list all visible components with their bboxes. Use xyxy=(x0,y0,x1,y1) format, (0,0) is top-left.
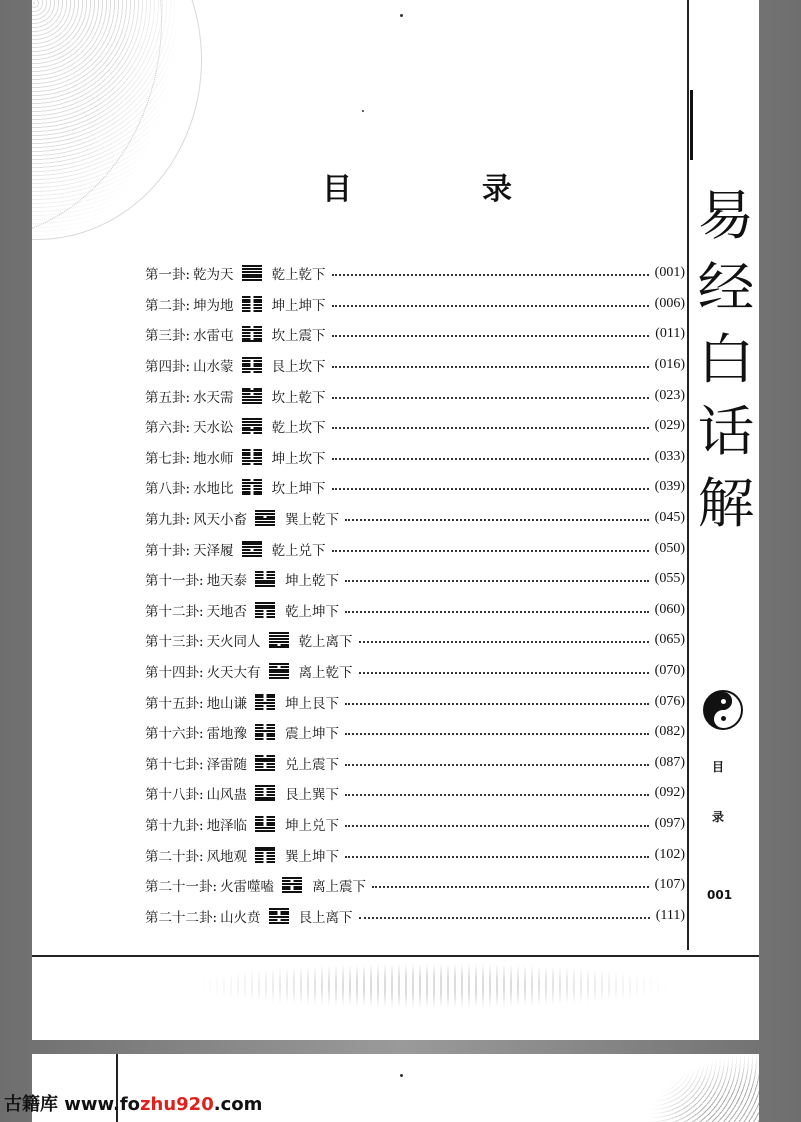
leader-dots xyxy=(345,794,649,796)
page-title xyxy=(322,164,512,208)
toc-entry[interactable] xyxy=(145,717,685,748)
leader-dots xyxy=(345,856,649,858)
entry-trigrams: 艮上巽下 xyxy=(285,787,340,804)
toc-entry[interactable] xyxy=(145,289,685,320)
hexagram-icon xyxy=(242,387,262,405)
entry-name: 火雷噬嗑 xyxy=(220,879,275,896)
page-number: 001 xyxy=(707,888,733,902)
leader-dots xyxy=(332,274,649,276)
hexagram-icon xyxy=(282,876,302,894)
entry-number: 第八卦: xyxy=(145,481,191,498)
entry-page: (033) xyxy=(654,448,685,464)
leader-dots xyxy=(359,641,649,643)
entry-trigrams: 兑上震下 xyxy=(285,756,340,773)
hexagram-icon xyxy=(255,570,275,588)
entry-number: 第一卦: xyxy=(145,267,191,284)
leader-dots xyxy=(359,672,649,674)
entry-number: 第十二卦: xyxy=(145,603,204,620)
entry-page: (055) xyxy=(654,571,685,587)
entry-number: 第六卦: xyxy=(145,420,191,437)
entry-trigrams: 坎上震下 xyxy=(271,328,326,345)
entry-page: (082) xyxy=(654,724,685,740)
entry-number: 第七卦: xyxy=(145,450,191,467)
entry-name: 火天大有 xyxy=(206,665,261,682)
toc-entry[interactable] xyxy=(145,564,685,595)
entry-name: 山火贲 xyxy=(220,909,261,926)
leader-dots xyxy=(372,886,649,888)
entry-number: 第五卦: xyxy=(145,389,191,406)
toc-entry[interactable] xyxy=(145,595,685,626)
entry-name: 水雷屯 xyxy=(193,328,234,345)
entry-number: 第十四卦: xyxy=(145,665,204,682)
entry-trigrams: 巽上乾下 xyxy=(285,512,340,529)
toc-entry[interactable] xyxy=(145,809,685,840)
hexagram-icon xyxy=(242,448,262,466)
entry-name: 泽雷随 xyxy=(206,756,248,773)
entry-name: 天泽履 xyxy=(193,542,234,559)
leader-dots xyxy=(332,488,649,490)
leader-dots xyxy=(332,427,649,429)
entry-trigrams: 离上乾下 xyxy=(298,665,353,682)
entry-number: 第十九卦: xyxy=(145,817,204,834)
entry-name: 地水师 xyxy=(193,450,234,467)
toc-entry[interactable] xyxy=(145,839,685,870)
entry-trigrams: 艮上坎下 xyxy=(271,359,326,376)
entry-number: 第二十卦: xyxy=(145,848,204,865)
toc-entry[interactable] xyxy=(145,472,685,503)
entry-page: (087) xyxy=(654,754,685,770)
book-spine-sidebar xyxy=(682,0,759,1040)
page-stain xyxy=(649,1054,759,1122)
entry-trigrams: 坤上艮下 xyxy=(285,695,340,712)
hexagram-icon xyxy=(255,509,275,527)
entry-name: 风天小畜 xyxy=(193,512,248,529)
footer-rule xyxy=(32,955,759,957)
entry-name: 山风蛊 xyxy=(206,787,248,804)
entry-page: (045) xyxy=(654,510,685,526)
hexagram-icon xyxy=(269,907,289,925)
entry-number: 第二卦: xyxy=(145,297,191,314)
entry-page: (006) xyxy=(654,295,685,311)
leader-dots xyxy=(345,703,649,705)
ink-speck xyxy=(400,14,403,17)
entry-number: 第四卦: xyxy=(145,359,191,376)
toc-entry[interactable] xyxy=(145,748,685,779)
entry-trigrams: 乾上离下 xyxy=(298,634,353,651)
entry-name: 山水蒙 xyxy=(193,359,234,376)
leader-dots xyxy=(345,825,649,827)
entry-name: 地泽临 xyxy=(206,817,248,834)
bleed-through-smudge xyxy=(132,958,732,1013)
watermark-prefix: 古籍库 www.fo xyxy=(4,1094,141,1115)
entry-name: 水天需 xyxy=(193,389,234,406)
book-title-seal-script xyxy=(696,180,756,540)
leader-dots xyxy=(345,611,649,613)
entry-number: 第十三卦: xyxy=(145,634,204,651)
hexagram-icon xyxy=(242,540,262,558)
leader-dots xyxy=(332,397,649,399)
entry-page: (011) xyxy=(655,326,685,342)
sidebar-label-2: 录 xyxy=(712,810,725,824)
entry-name: 地天泰 xyxy=(206,573,248,590)
hexagram-icon xyxy=(255,754,275,772)
entry-trigrams: 巽上坤下 xyxy=(285,848,340,865)
leader-dots xyxy=(345,580,649,582)
entry-number: 第二十一卦: xyxy=(145,879,218,896)
entry-name: 风地观 xyxy=(206,848,248,865)
hexagram-icon xyxy=(242,478,262,496)
sidebar-rule xyxy=(687,0,689,950)
entry-trigrams: 震上坤下 xyxy=(285,726,340,743)
leader-dots xyxy=(332,305,649,307)
entry-page: (023) xyxy=(654,387,685,403)
entry-page: (092) xyxy=(654,785,685,801)
toc-entry[interactable] xyxy=(145,442,685,473)
entry-trigrams: 坎上坤下 xyxy=(271,481,326,498)
hexagram-icon xyxy=(269,631,289,649)
toc-entry[interactable] xyxy=(145,656,685,687)
leader-dots xyxy=(332,458,649,460)
entry-trigrams: 艮上离下 xyxy=(298,909,353,926)
hexagram-icon xyxy=(242,264,262,282)
toc-entry[interactable] xyxy=(145,411,685,442)
leader-dots xyxy=(332,550,649,552)
book-title-char: 解 xyxy=(697,472,755,535)
entry-trigrams: 坤上坎下 xyxy=(271,450,326,467)
hexagram-icon xyxy=(255,846,275,864)
entry-page: (065) xyxy=(654,632,685,648)
toc-entry[interactable] xyxy=(145,870,685,901)
entry-trigrams: 乾上坎下 xyxy=(271,420,326,437)
entry-trigrams: 乾上兑下 xyxy=(271,542,326,559)
entry-page: (111) xyxy=(655,907,685,923)
leader-dots xyxy=(345,764,649,766)
toc-entry[interactable] xyxy=(145,900,685,931)
sidebar-label-1: 目 xyxy=(712,760,725,774)
entry-trigrams: 乾上乾下 xyxy=(271,267,326,284)
entry-name: 天水讼 xyxy=(193,420,234,437)
toc-entry[interactable] xyxy=(145,625,685,656)
leader-dots xyxy=(332,335,650,337)
entry-number: 第十五卦: xyxy=(145,695,204,712)
book-title-char: 经 xyxy=(697,256,755,319)
entry-page: (016) xyxy=(654,357,685,373)
yin-yang-icon xyxy=(703,690,743,730)
entry-number: 第十八卦: xyxy=(145,787,204,804)
entry-trigrams: 坎上乾下 xyxy=(271,389,326,406)
entry-page: (029) xyxy=(654,418,685,434)
leader-dots xyxy=(345,733,649,735)
toc-entry[interactable] xyxy=(145,380,685,411)
ink-speck xyxy=(362,110,364,112)
entry-number: 第十七卦: xyxy=(145,756,204,773)
entry-name: 乾为天 xyxy=(193,267,234,284)
hexagram-icon xyxy=(242,295,262,313)
document-page xyxy=(32,0,759,1040)
toc-entry[interactable] xyxy=(145,503,685,534)
entry-page: (039) xyxy=(654,479,685,495)
entry-page: (107) xyxy=(654,877,685,893)
sidebar-rule-accent xyxy=(690,90,693,160)
entry-trigrams: 坤上坤下 xyxy=(271,297,326,314)
toc-entry[interactable] xyxy=(145,778,685,809)
watermark-middle: zhu920 xyxy=(140,1094,214,1115)
title-char-2: 录 xyxy=(482,172,512,207)
entry-page: (102) xyxy=(654,846,685,862)
entry-number: 第十六卦: xyxy=(145,726,204,743)
leader-dots xyxy=(359,917,650,919)
site-watermark xyxy=(4,1090,262,1116)
ink-speck xyxy=(400,1074,403,1077)
entry-number: 第三卦: xyxy=(145,328,191,345)
toc-entry[interactable] xyxy=(145,258,685,289)
title-char-1: 目 xyxy=(322,172,352,207)
toc-entry[interactable] xyxy=(145,350,685,381)
hexagram-icon xyxy=(242,356,262,374)
hexagram-icon xyxy=(255,693,275,711)
table-of-contents xyxy=(145,258,685,931)
entry-page: (097) xyxy=(654,815,685,831)
entry-trigrams: 乾上坤下 xyxy=(285,603,340,620)
hexagram-icon xyxy=(255,784,275,802)
entry-name: 天火同人 xyxy=(206,634,261,651)
entry-name: 坤为地 xyxy=(193,297,234,314)
hexagram-icon xyxy=(269,662,289,680)
hexagram-icon xyxy=(255,723,275,741)
entry-trigrams: 坤上乾下 xyxy=(285,573,340,590)
toc-entry[interactable] xyxy=(145,319,685,350)
book-title-char: 白 xyxy=(697,328,755,391)
watermark-suffix: .com xyxy=(213,1094,263,1115)
entry-number: 第十卦: xyxy=(145,542,191,559)
book-title-char: 话 xyxy=(697,400,755,463)
entry-page: (001) xyxy=(654,265,685,281)
entry-number: 第二十二卦: xyxy=(145,909,218,926)
entry-name: 天地否 xyxy=(206,603,248,620)
entry-trigrams: 坤上兑下 xyxy=(285,817,340,834)
entry-trigrams: 离上震下 xyxy=(312,879,367,896)
toc-entry[interactable] xyxy=(145,686,685,717)
entry-page: (070) xyxy=(654,663,685,679)
entry-number: 第九卦: xyxy=(145,512,191,529)
entry-name: 水地比 xyxy=(193,481,234,498)
toc-entry[interactable] xyxy=(145,533,685,564)
hexagram-icon xyxy=(242,417,262,435)
leader-dots xyxy=(345,519,649,521)
entry-page: (060) xyxy=(654,601,685,617)
entry-name: 地山谦 xyxy=(206,695,248,712)
hexagram-icon xyxy=(255,601,275,619)
leader-dots xyxy=(332,366,649,368)
entry-name: 雷地豫 xyxy=(206,726,248,743)
entry-page: (050) xyxy=(654,540,685,556)
entry-number: 第十一卦: xyxy=(145,573,204,590)
hexagram-icon xyxy=(242,325,262,343)
entry-page: (076) xyxy=(654,693,685,709)
book-title-char: 易 xyxy=(697,184,755,247)
hexagram-icon xyxy=(255,815,275,833)
